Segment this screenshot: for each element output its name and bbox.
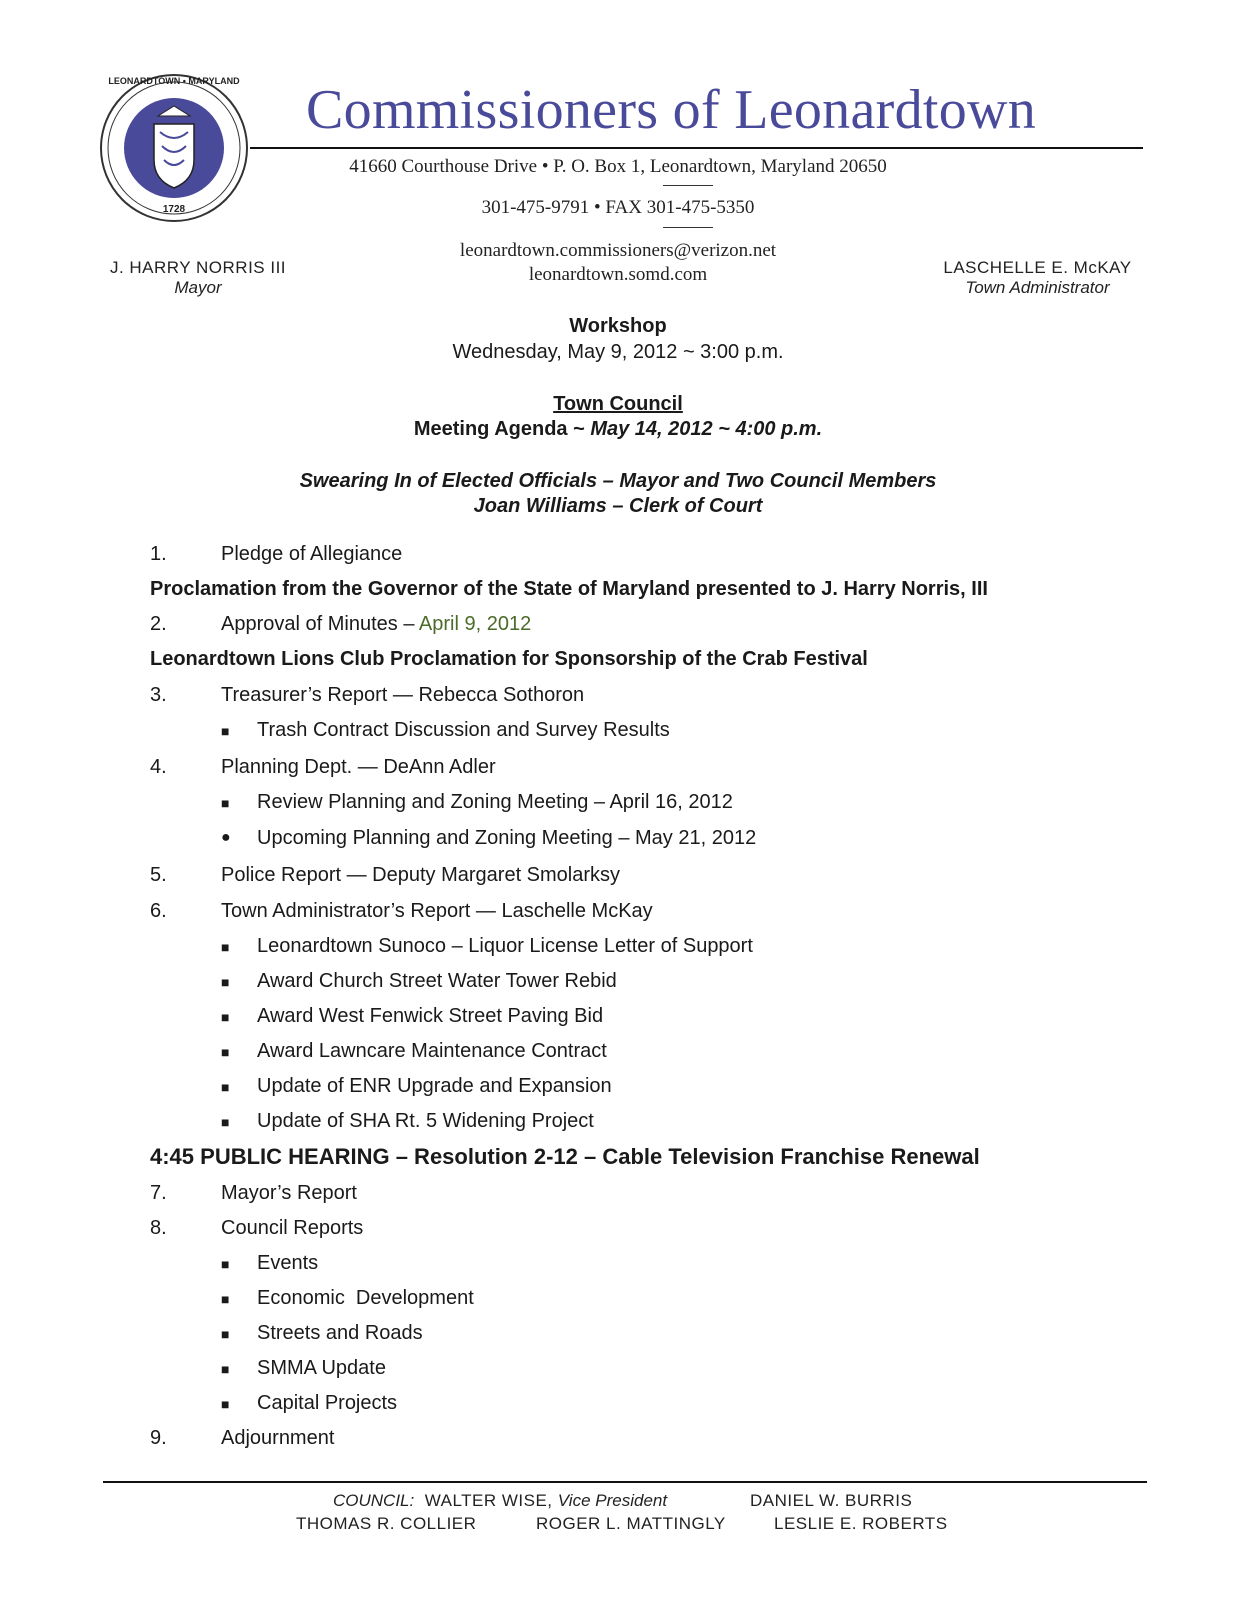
clerk-line: Joan Williams – Clerk of Court [473, 495, 763, 517]
footer-rule [103, 1481, 1147, 1483]
sub-item: Update of SHA Rt. 5 Widening Project [257, 1110, 594, 1132]
square-bullet-icon: ■ [221, 1326, 230, 1342]
council-member: LESLIE E. ROBERTS [774, 1514, 948, 1533]
sub-item: SMMA Update [257, 1357, 386, 1379]
square-bullet-icon: ■ [221, 1079, 230, 1095]
administrator-block [930, 258, 1145, 298]
mayor-block [98, 258, 298, 298]
sub-item: Upcoming Planning and Zoning Meeting – May 21, 2012 [257, 827, 757, 849]
sub-item: Award Lawncare Maintenance Contract [257, 1040, 607, 1062]
agenda-item: Treasurer’s Report — Rebecca Sothoron [221, 684, 585, 706]
mayor-name: J. HARRY NORRIS III [109, 258, 287, 277]
sub-item: Review Planning and Zoning Meeting – April 16, 2012 [257, 791, 733, 813]
square-bullet-icon: ■ [221, 1291, 230, 1307]
item-number: 9. [150, 1427, 167, 1449]
workshop-datetime: Wednesday, May 9, 2012 ~ 3:00 p.m. [452, 341, 784, 363]
sub-item: Trash Contract Discussion and Survey Results [257, 719, 670, 741]
item-number: 4. [150, 756, 167, 778]
lions-proclamation: Leonardtown Lions Club Proclamation for Sponsorship of the Crab Festival [150, 648, 868, 670]
item-number: 3. [150, 684, 167, 706]
round-bullet-icon: ● [221, 829, 231, 846]
letterhead-email[interactable]: leonardtown.commissioners@verizon.net [459, 240, 777, 261]
square-bullet-icon: ■ [221, 1009, 230, 1025]
agenda-date: May 14, 2012 ~ 4:00 p.m. [590, 418, 823, 440]
agenda-item-text: Approval of Minutes – [221, 613, 419, 635]
agenda-item [221, 613, 531, 636]
minutes-date: April 9, 2012 [418, 613, 532, 635]
square-bullet-icon: ■ [221, 1114, 230, 1130]
item-number: 5. [150, 864, 167, 886]
administrator-role: Town Administrator [965, 278, 1110, 297]
letterhead-title: Commissioners of Leonardtown [306, 79, 1037, 141]
agenda-item: Council Reports [221, 1217, 364, 1239]
item-number: 2. [150, 613, 167, 635]
item-number: 1. [150, 543, 167, 565]
sub-item: Economic Development [257, 1287, 474, 1309]
council-member: ROGER L. MATTINGLY [536, 1514, 726, 1533]
agenda-item: Adjournment [221, 1427, 335, 1449]
governor-proclamation: Proclamation from the Governor of the State of Maryland presented to J. Harry Norris, III [150, 578, 988, 600]
square-bullet-icon: ■ [221, 1361, 230, 1377]
sub-item: Leonardtown Sunoco – Liquor License Letter of Support [257, 935, 753, 957]
divider [663, 185, 713, 186]
agenda-item: Town Administrator’s Report — Laschelle McKay [221, 900, 653, 922]
council-member: DANIEL W. BURRIS [750, 1491, 913, 1510]
agenda-item: Police Report — Deputy Margaret Smolarksy [221, 864, 621, 886]
agenda-prefix: Meeting Agenda ~ [413, 418, 591, 440]
square-bullet-icon: ■ [221, 974, 230, 990]
sub-item: Streets and Roads [257, 1322, 423, 1344]
letterhead-website[interactable]: leonardtown.somd.com [528, 264, 708, 285]
square-bullet-icon: ■ [221, 1396, 230, 1412]
letterhead-phone-fax: 301-475-9791 • FAX 301-475-5350 [481, 197, 755, 218]
agenda-item: Pledge of Allegiance [221, 543, 403, 565]
item-number: 6. [150, 900, 167, 922]
sub-item: Award West Fenwick Street Paving Bid [257, 1005, 604, 1027]
swearing-in-line: Swearing In of Elected Officials – Mayor and Two Council Members [299, 470, 937, 492]
public-hearing: 4:45 PUBLIC HEARING – Resolution 2-12 – Cable Television Franchise Renewal [150, 1144, 980, 1169]
council-label: COUNCIL: [333, 1491, 415, 1510]
square-bullet-icon: ■ [221, 723, 230, 739]
letterhead-address: 41660 Courthouse Drive • P. O. Box 1, Leonardtown, Maryland 20650 [349, 156, 887, 177]
footer-council-line [333, 1491, 667, 1511]
square-bullet-icon: ■ [221, 1256, 230, 1272]
letterhead-rule [250, 147, 1143, 149]
administrator-name: LASCHELLE E. McKAY [943, 258, 1132, 277]
agenda-item: Planning Dept. — DeAnn Adler [221, 756, 496, 778]
council-member-role: Vice President [557, 1491, 668, 1510]
seal-text-top: LEONARDTOWN • MARYLAND [108, 76, 240, 86]
agenda-item: Mayor’s Report [221, 1182, 357, 1204]
council-member: THOMAS R. COLLIER [296, 1514, 477, 1533]
mayor-role: Mayor [174, 278, 222, 297]
sub-item: Capital Projects [257, 1392, 398, 1414]
sub-item: Award Church Street Water Tower Rebid [257, 970, 617, 992]
workshop-heading: Workshop [569, 315, 667, 337]
sub-item: Update of ENR Upgrade and Expansion [257, 1075, 612, 1097]
agenda-heading [0, 418, 1236, 441]
divider [663, 227, 713, 228]
item-number: 8. [150, 1217, 167, 1239]
square-bullet-icon: ■ [221, 795, 230, 811]
square-bullet-icon: ■ [221, 1044, 230, 1060]
item-number: 7. [150, 1182, 167, 1204]
council-member: WALTER WISE, [424, 1491, 553, 1510]
sub-item: Events [257, 1252, 319, 1274]
square-bullet-icon: ■ [221, 939, 230, 955]
council-heading: Town Council [553, 393, 683, 415]
seal-year: 1728 [162, 204, 186, 215]
